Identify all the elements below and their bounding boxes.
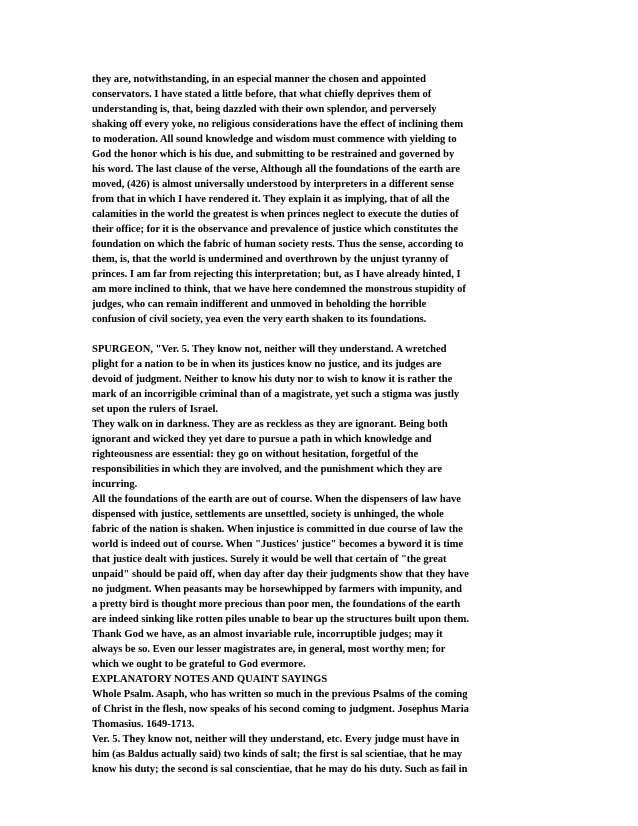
text-line: him (as Baldus actually said) two kinds of salt; the first is sal scientiae, that he may <box>92 749 463 760</box>
text-line: All the foundations of the earth are out of course. When the dispensers of law have <box>92 494 461 505</box>
text-line: of Christ in the flesh, now speaks of his second coming to judgment. Josephus Maria <box>92 704 469 715</box>
text-line: them, is, that the world is undermined and overthrown by the unjust tyranny of <box>92 254 449 265</box>
text-line: Whole Psalm. Asaph, who has written so much in the previous Psalms of the coming <box>92 689 468 700</box>
text-line: unpaid" should be paid off, when day after day their judgments show that they have <box>92 569 469 580</box>
text-line: shaking off every yoke, no religious considerations have the effect of inclining them <box>92 119 464 130</box>
text-line: moved, (426) is almost universally understood by interpreters in a different sense <box>92 179 454 190</box>
text-line: Thank God we have, as an almost invariable rule, incorruptible judges; may it <box>92 629 443 640</box>
text-line: foundation on which the fabric of human society rests. Thus the sense, according to <box>92 239 464 250</box>
text-line: incurring. <box>92 479 138 490</box>
text-line: to moderation. All sound knowledge and wisdom must commence with yielding to <box>92 134 457 145</box>
text-line: mark of an incorrigible criminal than of a magistrate, yet such a stigma was justly <box>92 389 460 400</box>
text-line: their office; for it is the observance and prevalence of justice which constitutes the <box>92 224 458 235</box>
text-line: plight for a nation to be in when its justices know no justice, and its judges are <box>92 359 442 370</box>
text-line: that justice dealt with justices. Surely it would be well that certain of "the great <box>92 554 447 565</box>
text-line: EXPLANATORY NOTES AND QUAINT SAYINGS <box>92 674 328 685</box>
text-line: understanding is, that, being dazzled with their own splendor, and perversely <box>92 104 437 115</box>
text-line: conservators. I have stated a little before, that what chiefly deprives them of <box>92 89 432 100</box>
text-line: set upon the rulers of Israel. <box>92 404 218 415</box>
text-line: princes. I am far from rejecting this interpretation; but, as I have already hinted, I <box>92 269 461 280</box>
text-line: know his duty; the second is sal conscientiae, that he may do his duty. Such as fail in <box>92 764 468 775</box>
text-line: They walk on in darkness. They are as reckless as they are ignorant. Being both <box>92 419 448 430</box>
document-page <box>92 72 552 777</box>
text-line: judges, who can remain indifferent and unmoved in beholding the horrible <box>92 299 427 310</box>
text-line: from that in which I have rendered it. They explain it as implying, that of all the <box>92 194 450 205</box>
text-line: no judgment. When peasants may be horsewhipped by farmers with impunity, and <box>92 584 462 595</box>
paragraph-gap <box>92 327 552 342</box>
text-line: calamities in the world the greatest is when princes neglect to execute the duties of <box>92 209 459 220</box>
text-line: confusion of civil society, yea even the very earth shaken to its foundations. <box>92 314 427 325</box>
text-line: SPURGEON, "Ver. 5. They know not, neither will they understand. A wretched <box>92 344 447 355</box>
text-line: Ver. 5. They know not, neither will they understand, etc. Every judge must have in <box>92 734 460 745</box>
text-line: responsibilities in which they are involved, and the punishment which they are <box>92 464 443 475</box>
text-line: am more inclined to think, that we have here condemned the monstrous stupidity of <box>92 284 466 295</box>
text-line: world is indeed out of course. When "Justices' justice" becomes a byword it is time <box>92 539 464 550</box>
text-line: God the honor which is his due, and submitting to be restrained and governed by <box>92 149 455 160</box>
paragraph-calvin <box>92 72 552 327</box>
text-line: are indeed sinking like rotten piles unable to bear up the structures built upon them. <box>92 614 469 625</box>
text-line: dispensed with justice, settlements are unsettled, society is unhinged, the whole <box>92 509 444 520</box>
text-line: devoid of judgment. Neither to know his duty nor to wish to know it is rather the <box>92 374 453 385</box>
text-line: they are, notwithstanding, in an especial manner the chosen and appointed <box>92 74 426 85</box>
text-line: righteousness are essential: they go on without hesitation, forgetful of the <box>92 449 419 460</box>
paragraph-spurgeon <box>92 342 552 777</box>
text-line: fabric of the nation is shaken. When injustice is committed in due course of law the <box>92 524 463 535</box>
text-line: which we ought to be grateful to God evermore. <box>92 659 306 670</box>
text-line: his word. The last clause of the verse, Although all the foundations of the earth are <box>92 164 460 175</box>
text-line: always be so. Even our lesser magistrates are, in general, most worthy men; for <box>92 644 446 655</box>
text-line: Thomasius. 1649-1713. <box>92 719 195 730</box>
text-line: a pretty bird is thought more precious than poor men, the foundations of the earth <box>92 599 461 610</box>
text-line: ignorant and wicked they yet dare to pursue a path in which knowledge and <box>92 434 432 445</box>
